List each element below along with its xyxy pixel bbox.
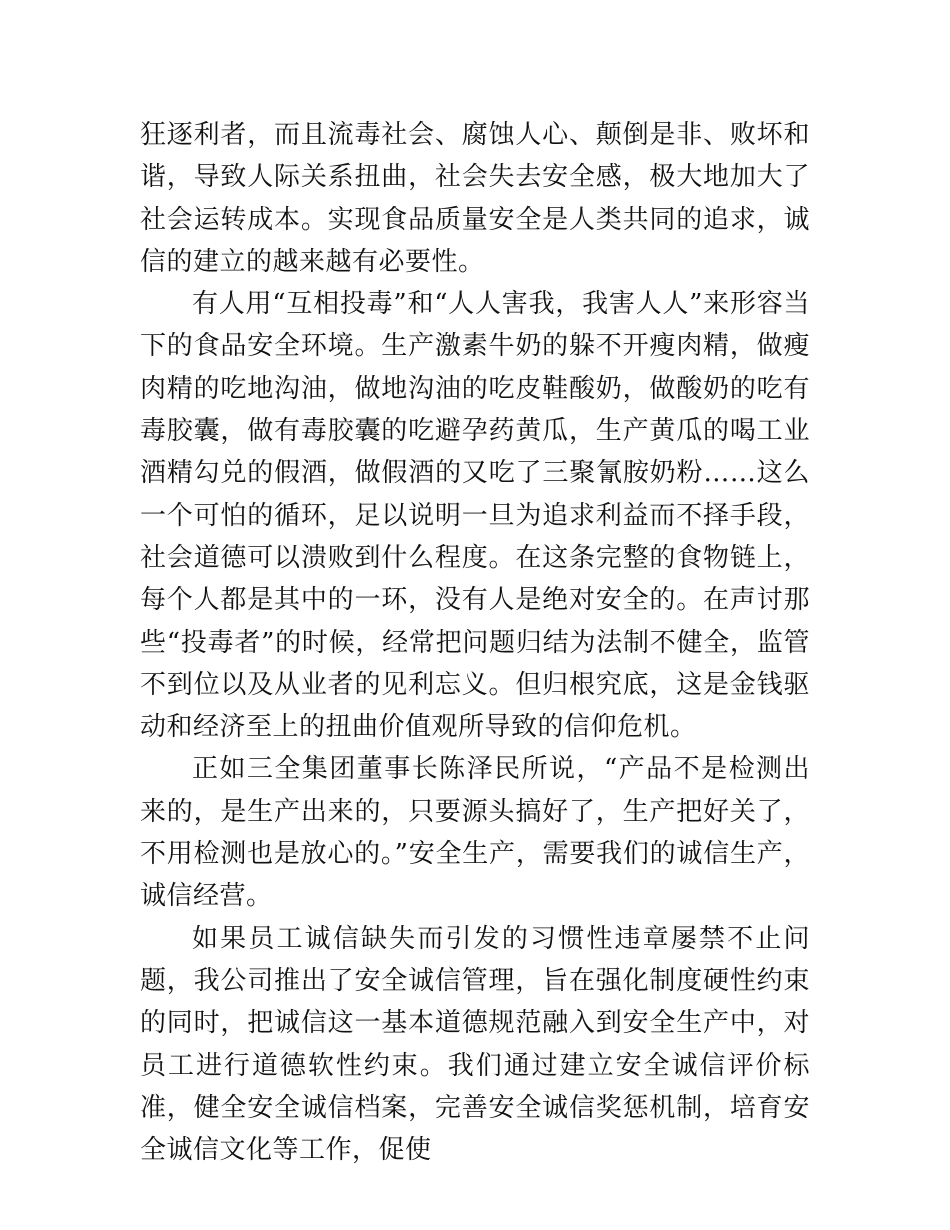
paragraph-food-safety-environment: 有人用“互相投毒”和“人人害我，我害人人”来形容当下的食品安全环境。生产激素牛奶的躲不开瘦肉精，做瘦肉精的吃地沟油，做地沟油的吃皮鞋酸奶，做酸奶的吃有毒胶囊，做有毒胶囊的吃避孕药黄瓜，生产黄瓜的喝工业酒精勾兑的假酒，做假酒的又吃了三聚氰胺奶粉……这么一个可怕的循环，足以说明一旦为追求利益而不择手段，社会道德可以溃败到什么程度。在这条完整的食物链上，每个人都是其中的一环，没有人是绝对安全的。在声讨那些“投毒者”的时候，经常把问题归结为法制不健全，监管不到位以及从业者的见利忘义。但归根究底，这是金钱驱动和经济至上的扭曲价值观所导致的信仰危机。 xyxy=(140,289,810,743)
paragraph-safety-integrity-management: 如果员工诚信缺失而引发的习惯性违章屡禁不止问题，我公司推出了安全诚信管理，旨在强化制度硬性约束的同时，把诚信这一基本道德规范融入到安全生产中，对员工进行道德软性约束。我们通过建立安全诚信评价标准，健全安全诚信档案，完善安全诚信奖惩机制，培育安全诚信文化等工作，促使 xyxy=(140,923,810,1166)
document-body xyxy=(140,114,810,1171)
paragraph-chen-zemin-quote: 正如三全集团董事长陈泽民所说，“产品不是检测出来的，是生产出来的，只要源头搞好了，生产把好关了，不用检测也是放心的。”安全生产，需要我们的诚信生产，诚信经营。 xyxy=(140,754,810,912)
paragraph-continuation: 狂逐利者，而且流毒社会、腐蚀人心、颠倒是非、败坏和谐，导致人际关系扭曲，社会失去安全感，极大地加大了社会运转成本。实现食品质量安全是人类共同的追求，诚信的建立的越来越有必要性。 xyxy=(140,120,810,277)
